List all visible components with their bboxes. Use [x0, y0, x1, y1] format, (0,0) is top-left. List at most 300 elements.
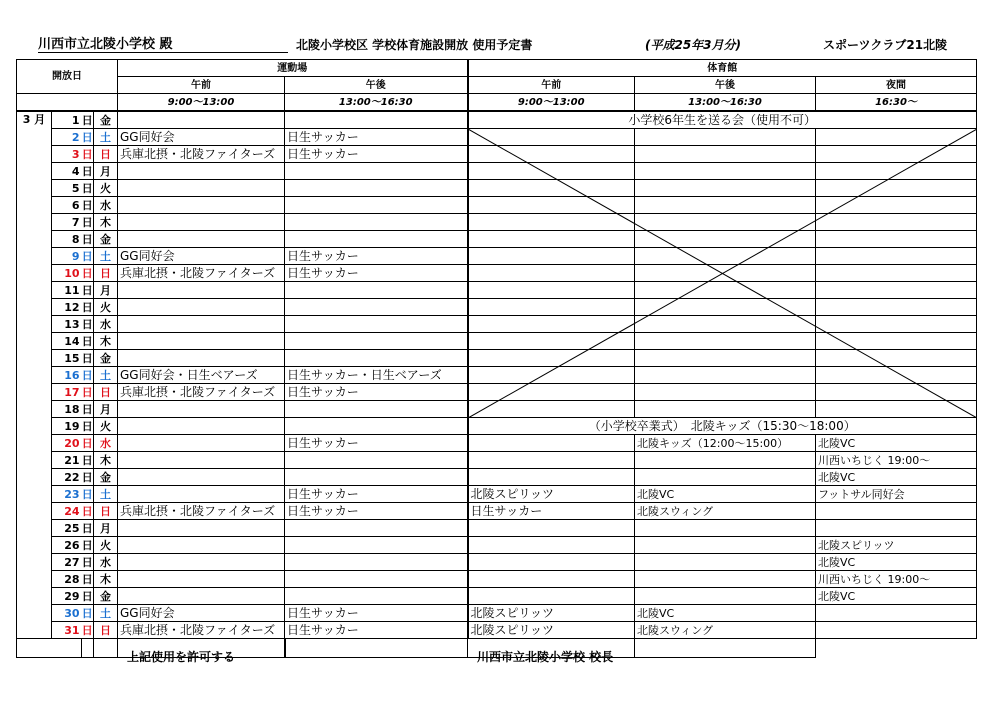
day-of-week: 土 — [94, 248, 118, 265]
day-of-week: 水 — [94, 435, 118, 452]
gym-am-cell — [468, 214, 635, 231]
gym-am-cell — [468, 452, 635, 469]
gym-am-cell: 北陵スピリッツ — [468, 605, 635, 622]
gym-am-cell — [468, 384, 635, 401]
day-row — [17, 537, 977, 554]
day-of-week: 木 — [94, 333, 118, 350]
ground-pm-cell: 日生サッカー — [285, 129, 468, 146]
ground-am-cell — [118, 588, 285, 605]
gym-pm-cell: 北陵VC — [635, 605, 816, 622]
gym-am-cell — [468, 520, 635, 537]
day-row — [17, 282, 977, 299]
ground-pm-cell — [285, 180, 468, 197]
day-suffix: 日 — [81, 623, 93, 637]
ground-am-cell — [118, 452, 285, 469]
day-row — [17, 333, 977, 350]
gym-pm-cell — [635, 265, 816, 282]
gym-pm-cell — [635, 401, 816, 418]
gym-pm-cell — [635, 588, 816, 605]
day-row — [17, 265, 977, 282]
ground-pm-cell — [285, 163, 468, 180]
blank-cell — [17, 639, 52, 658]
ground-am-cell — [118, 214, 285, 231]
day-suffix: 日 — [81, 402, 93, 416]
gym-am-cell — [468, 350, 635, 367]
period-label: (平成25年3月分) — [645, 38, 742, 52]
day-row — [17, 554, 977, 571]
ground-am-cell — [118, 537, 285, 554]
day-suffix: 日 — [81, 351, 93, 365]
day-number: 17 — [52, 384, 82, 401]
ground-pm-cell — [285, 333, 468, 350]
gym-pm-time: 13:00～16:30 — [635, 94, 816, 112]
blank-cell — [52, 639, 82, 658]
day-row — [17, 299, 977, 316]
day-of-week: 火 — [94, 299, 118, 316]
day-of-week: 火 — [94, 537, 118, 554]
day-suffix: 日 — [81, 504, 93, 518]
day-suffix: 日 — [81, 436, 93, 450]
gym-night-header: 夜間 — [816, 77, 977, 94]
day-suffix: 日 — [81, 164, 93, 178]
day-row — [17, 571, 977, 588]
day-row — [17, 214, 977, 231]
permit-statement: 上記使用を許可する — [127, 650, 236, 664]
day-row — [17, 435, 977, 452]
day-number: 11 — [52, 282, 82, 299]
gym-pm-cell — [635, 537, 816, 554]
gym-pm-cell — [635, 214, 816, 231]
blank-cell — [635, 639, 816, 658]
day-number: 19 — [52, 418, 82, 435]
gym-night-cell — [816, 146, 977, 163]
ground-am-cell — [118, 180, 285, 197]
gym-pm-cell — [635, 129, 816, 146]
day-number: 5 — [52, 180, 82, 197]
day-number: 24 — [52, 503, 82, 520]
gym-night-cell — [816, 401, 977, 418]
gym-night-cell — [816, 248, 977, 265]
gym-night-cell: 北陵VC — [816, 435, 977, 452]
month-label: 3 月 — [17, 111, 52, 639]
document-title: 北陵小学校区 学校体育施設開放 使用予定書 — [296, 38, 533, 52]
day-number: 27 — [52, 554, 82, 571]
day-number: 9 — [52, 248, 82, 265]
gym-pm-cell — [635, 316, 816, 333]
gym-night-cell: 川西いちじく 19:00～ — [816, 571, 977, 588]
gym-night-cell — [816, 129, 977, 146]
day-number: 10 — [52, 265, 82, 282]
ground-am-cell: 兵庫北摂・北陵ファイターズ — [118, 384, 285, 401]
ground-am-cell — [118, 231, 285, 248]
day-of-week: 月 — [94, 401, 118, 418]
gym-night-cell — [816, 299, 977, 316]
ground-am-cell: GG同好会 — [118, 248, 285, 265]
day-suffix: 日 — [81, 572, 93, 586]
day-number: 14 — [52, 333, 82, 350]
ground-pm-cell: 日生サッカー — [285, 503, 468, 520]
ground-pm-cell: 日生サッカー — [285, 486, 468, 503]
day-of-week: 土 — [94, 367, 118, 384]
gym-pm-cell — [635, 333, 816, 350]
ground-am-cell: GG同好会・日生ベアーズ — [118, 367, 285, 384]
ground-pm-cell: 日生サッカー — [285, 146, 468, 163]
gym-pm-cell: 北陵スウィング — [635, 503, 816, 520]
day-number: 20 — [52, 435, 82, 452]
ground-am-cell — [118, 111, 285, 129]
day-number: 7 — [52, 214, 82, 231]
gym-night-cell — [816, 350, 977, 367]
gym-night-cell — [816, 180, 977, 197]
gym-header: 体育館 — [468, 60, 977, 77]
ground-am-cell — [118, 163, 285, 180]
ground-pm-header: 午後 — [285, 77, 468, 94]
gym-pm-cell — [635, 350, 816, 367]
ground-am-cell — [118, 333, 285, 350]
day-number: 31 — [52, 622, 82, 639]
time-row-blank — [17, 94, 118, 112]
gym-pm-cell — [635, 146, 816, 163]
day-of-week: 日 — [94, 384, 118, 401]
gym-night-cell: 川西いちじく 19:00～ — [816, 452, 977, 469]
ground-am-cell: 兵庫北摂・北陵ファイターズ — [118, 265, 285, 282]
gym-night-cell — [816, 163, 977, 180]
gym-pm-cell — [635, 282, 816, 299]
gym-pm-cell — [635, 554, 816, 571]
ground-am-cell — [118, 435, 285, 452]
day-row — [17, 197, 977, 214]
gym-am-cell — [468, 248, 635, 265]
ground-pm-cell — [285, 401, 468, 418]
gym-pm-cell — [635, 469, 816, 486]
day-of-week: 金 — [94, 469, 118, 486]
ground-pm-cell — [285, 418, 468, 435]
gym-am-cell — [468, 146, 635, 163]
gym-am-cell — [468, 316, 635, 333]
day-suffix: 日 — [81, 147, 93, 161]
gym-night-cell — [816, 367, 977, 384]
day-number: 29 — [52, 588, 82, 605]
blank-cell — [94, 639, 118, 658]
gym-am-cell — [468, 282, 635, 299]
day-number: 13 — [52, 316, 82, 333]
day-suffix: 日 — [81, 419, 93, 433]
day-row — [17, 452, 977, 469]
ground-pm-time: 13:00～16:30 — [285, 94, 468, 112]
day-suffix: 日 — [81, 249, 93, 263]
day-row — [17, 350, 977, 367]
gym-night-cell: 北陵VC — [816, 469, 977, 486]
ground-pm-cell — [285, 469, 468, 486]
gym-night-cell — [816, 605, 977, 622]
day-number: 18 — [52, 401, 82, 418]
gym-pm-cell: 北陵スウィング — [635, 622, 816, 639]
schedule-table — [16, 59, 977, 658]
day-number: 21 — [52, 452, 82, 469]
day-of-week: 金 — [94, 350, 118, 367]
day-suffix: 日 — [81, 198, 93, 212]
ground-am-cell — [118, 350, 285, 367]
ground-am-cell: GG同好会 — [118, 605, 285, 622]
ground-pm-cell — [285, 214, 468, 231]
addressee: 川西市立北陵小学校 殿 — [38, 37, 173, 52]
gym-am-cell: 日生サッカー — [468, 503, 635, 520]
day-suffix: 日 — [81, 266, 93, 280]
gym-am-cell — [468, 231, 635, 248]
gym-am-cell — [468, 588, 635, 605]
ground-am-cell: GG同好会 — [118, 129, 285, 146]
gym-pm-cell — [635, 163, 816, 180]
day-number: 2 — [52, 129, 82, 146]
gym-am-cell: 北陵スピリッツ — [468, 622, 635, 639]
ground-pm-cell: 日生サッカー — [285, 384, 468, 401]
day-of-week: 金 — [94, 231, 118, 248]
gym-am-cell: 北陵スピリッツ — [468, 486, 635, 503]
gym-pm-cell — [635, 180, 816, 197]
ground-pm-cell — [285, 197, 468, 214]
day-of-week: 月 — [94, 282, 118, 299]
gym-am-header: 午前 — [468, 77, 635, 94]
day-suffix: 日 — [81, 232, 93, 246]
gym-am-cell — [468, 554, 635, 571]
day-number: 6 — [52, 197, 82, 214]
gym-am-cell — [468, 197, 635, 214]
gym-pm-cell — [635, 197, 816, 214]
day-suffix: 日 — [81, 521, 93, 535]
blank-cell — [285, 639, 468, 658]
day-number: 23 — [52, 486, 82, 503]
day-of-week: 金 — [94, 588, 118, 605]
day-row — [17, 588, 977, 605]
day-suffix: 日 — [81, 538, 93, 552]
ground-am-cell — [118, 197, 285, 214]
gym-night-cell: 北陵VC — [816, 588, 977, 605]
day-number: 26 — [52, 537, 82, 554]
gym-pm-cell — [635, 367, 816, 384]
ground-pm-cell — [285, 520, 468, 537]
ground-pm-cell: 日生サッカー — [285, 435, 468, 452]
gym-night-cell: 北陵スピリッツ — [816, 537, 977, 554]
day-suffix: 日 — [81, 181, 93, 195]
gym-am-cell — [468, 129, 635, 146]
day-suffix: 日 — [81, 283, 93, 297]
ground-pm-cell — [285, 350, 468, 367]
gym-pm-cell — [635, 452, 816, 469]
ground-am-cell — [118, 571, 285, 588]
day-of-week: 月 — [94, 163, 118, 180]
gym-pm-cell: 北陵VC — [635, 486, 816, 503]
ground-pm-cell: 日生サッカー — [285, 265, 468, 282]
ground-pm-cell: 日生サッカー・日生ベアーズ — [285, 367, 468, 384]
ground-pm-cell — [285, 554, 468, 571]
gym-night-cell — [816, 622, 977, 639]
day-row — [17, 486, 977, 503]
day-of-week: 土 — [94, 129, 118, 146]
gym-pm-header: 午後 — [635, 77, 816, 94]
gym-night-cell: フットサル同好会 — [816, 486, 977, 503]
ground-am-cell — [118, 418, 285, 435]
ground-am-cell — [118, 554, 285, 571]
gym-am-cell — [468, 435, 635, 452]
gym-night-cell — [816, 503, 977, 520]
day-row — [17, 248, 977, 265]
ground-pm-cell — [285, 299, 468, 316]
day-of-week: 日 — [94, 503, 118, 520]
day-suffix: 日 — [81, 555, 93, 569]
day-number: 8 — [52, 231, 82, 248]
gym-am-cell — [468, 163, 635, 180]
day-suffix: 日 — [81, 385, 93, 399]
blank-cell — [82, 639, 94, 658]
gym-night-cell — [816, 316, 977, 333]
gym-night-cell — [816, 282, 977, 299]
ground-pm-cell — [285, 316, 468, 333]
day-row — [17, 180, 977, 197]
day-of-week: 水 — [94, 197, 118, 214]
club-name: スポーツクラブ21北陵 — [823, 38, 948, 52]
day-suffix: 日 — [81, 453, 93, 467]
ground-pm-cell — [285, 282, 468, 299]
day-of-week: 水 — [94, 554, 118, 571]
ground-pm-cell: 日生サッカー — [285, 622, 468, 639]
ground-pm-cell: 日生サッカー — [285, 248, 468, 265]
ground-am-cell — [118, 486, 285, 503]
day-of-week: 土 — [94, 486, 118, 503]
ground-am-cell: 兵庫北摂・北陵ファイターズ — [118, 622, 285, 639]
ground-pm-cell — [285, 571, 468, 588]
day-suffix: 日 — [81, 368, 93, 382]
day-number: 3 — [52, 146, 82, 163]
ground-pm-cell — [285, 537, 468, 554]
day-number: 30 — [52, 605, 82, 622]
gym-am-cell — [468, 265, 635, 282]
ground-pm-cell — [285, 231, 468, 248]
day-number: 25 — [52, 520, 82, 537]
addressee-underline — [38, 52, 288, 53]
day-number: 28 — [52, 571, 82, 588]
gym-night-cell — [816, 214, 977, 231]
gym-night-cell — [816, 265, 977, 282]
gym-am-time: 9:00～13:00 — [468, 94, 635, 112]
day-of-week: 月 — [94, 520, 118, 537]
gym-pm-cell — [635, 248, 816, 265]
day-suffix: 日 — [81, 130, 93, 144]
day-suffix: 日 — [81, 334, 93, 348]
day-row — [17, 146, 977, 163]
day-suffix: 日 — [81, 589, 93, 603]
gym-night-cell — [816, 384, 977, 401]
day-suffix: 日 — [82, 111, 94, 129]
ground-pm-cell — [285, 452, 468, 469]
gym-note-cell: （小学校卒業式） 北陵キッズ（15:30～18:00） — [468, 418, 977, 435]
day-of-week: 木 — [94, 571, 118, 588]
day-row — [17, 231, 977, 248]
day-row — [17, 622, 977, 639]
day-of-week: 水 — [94, 316, 118, 333]
ground-pm-cell — [285, 111, 468, 129]
ground-am-cell — [118, 469, 285, 486]
gym-pm-cell — [635, 384, 816, 401]
day-of-week: 金 — [94, 111, 118, 129]
day-row — [17, 367, 977, 384]
gym-night-cell — [816, 333, 977, 350]
gym-note-cell: 小学校6年生を送る会（使用不可） — [468, 111, 977, 129]
gym-pm-cell — [635, 231, 816, 248]
day-number: 16 — [52, 367, 82, 384]
day-row — [17, 316, 977, 333]
day-row — [17, 384, 977, 401]
gym-am-cell — [468, 571, 635, 588]
day-number: 1 — [52, 111, 82, 129]
gym-night-time: 16:30～ — [816, 94, 977, 112]
day-row — [17, 520, 977, 537]
gym-night-cell — [816, 520, 977, 537]
day-of-week: 土 — [94, 605, 118, 622]
ground-am-cell — [118, 316, 285, 333]
ground-am-header: 午前 — [118, 77, 285, 94]
gym-pm-cell — [635, 571, 816, 588]
day-number: 15 — [52, 350, 82, 367]
gym-am-cell — [468, 537, 635, 554]
ground-pm-cell: 日生サッカー — [285, 605, 468, 622]
ground-am-cell — [118, 299, 285, 316]
day-row — [17, 163, 977, 180]
day-suffix: 日 — [81, 317, 93, 331]
day-number: 4 — [52, 163, 82, 180]
day-row — [17, 129, 977, 146]
day-suffix: 日 — [81, 487, 93, 501]
ground-header: 運動場 — [118, 60, 468, 77]
gym-am-cell — [468, 299, 635, 316]
day-of-week: 日 — [94, 622, 118, 639]
day-of-week: 火 — [94, 418, 118, 435]
open-day-header: 開放日 — [17, 60, 118, 94]
ground-am-cell — [118, 401, 285, 418]
day-suffix: 日 — [81, 300, 93, 314]
day-suffix: 日 — [81, 215, 93, 229]
day-of-week: 火 — [94, 180, 118, 197]
gym-pm-cell — [635, 299, 816, 316]
gym-am-cell — [468, 469, 635, 486]
day-number: 22 — [52, 469, 82, 486]
ground-am-cell — [118, 282, 285, 299]
gym-night-cell: 北陵VC — [816, 554, 977, 571]
ground-pm-cell — [285, 588, 468, 605]
day-of-week: 木 — [94, 452, 118, 469]
day-row — [17, 418, 977, 435]
gym-pm-cell: 北陵キッズ（12:00～15:00） — [635, 435, 816, 452]
day-row — [17, 469, 977, 486]
ground-am-cell — [118, 520, 285, 537]
day-of-week: 日 — [94, 146, 118, 163]
gym-am-cell — [468, 180, 635, 197]
day-number: 12 — [52, 299, 82, 316]
day-row — [17, 503, 977, 520]
day-row — [17, 605, 977, 622]
day-suffix: 日 — [81, 470, 93, 484]
day-row — [17, 111, 977, 129]
gym-am-cell — [468, 333, 635, 350]
day-suffix: 日 — [81, 606, 93, 620]
day-of-week: 日 — [94, 265, 118, 282]
gym-am-cell — [468, 401, 635, 418]
principal-signature-line: 川西市立北陵小学校 校長 — [477, 650, 614, 664]
gym-night-cell — [816, 231, 977, 248]
ground-am-cell: 兵庫北摂・北陵ファイターズ — [118, 146, 285, 163]
gym-pm-cell — [635, 520, 816, 537]
ground-am-cell: 兵庫北摂・北陵ファイターズ — [118, 503, 285, 520]
day-row — [17, 401, 977, 418]
